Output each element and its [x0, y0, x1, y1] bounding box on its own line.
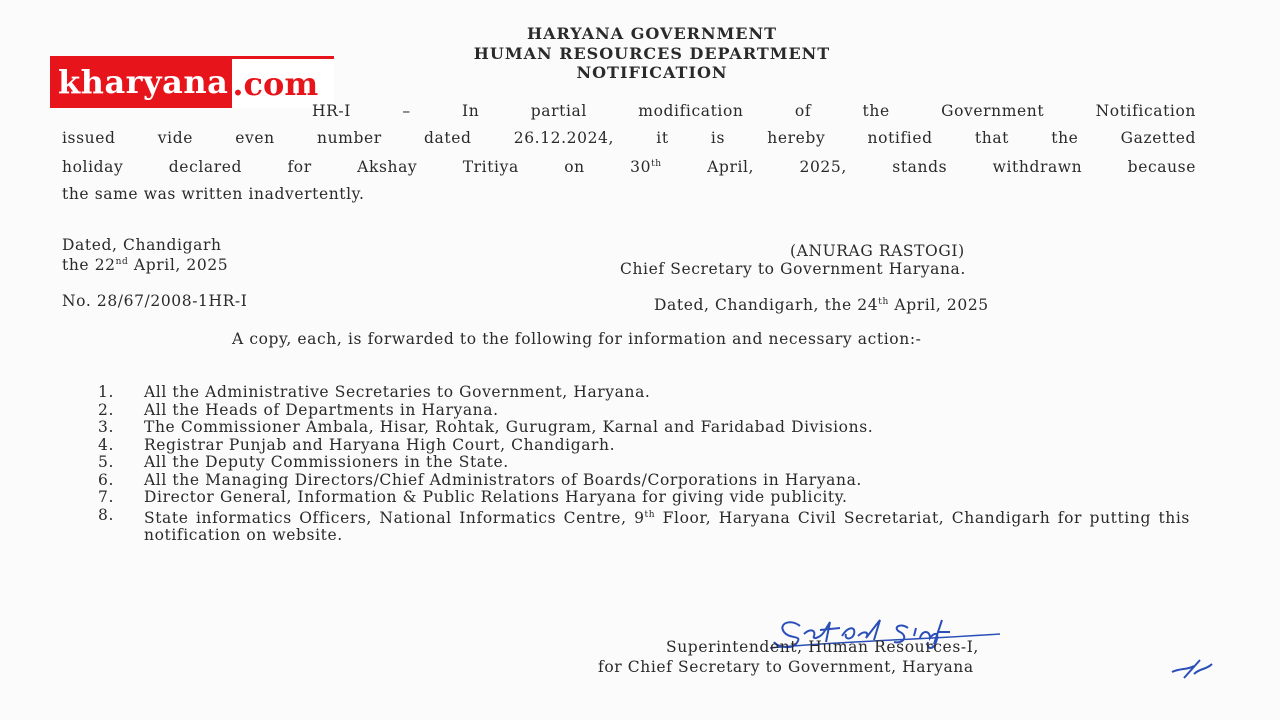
recipient-number: 5. — [98, 453, 114, 471]
header-government: HARYANA GOVERNMENT — [526, 24, 778, 43]
recipient-text: Director General, Information & Public Relations Haryana for giving vide publicity. — [144, 488, 848, 506]
header-department: HUMAN RESOURCES DEPARTMENT — [473, 44, 831, 63]
para1-line-3: holiday declared for Akshay Tritiya on 30th April, 2025, stands withdrawn because — [62, 158, 1197, 176]
recipient-text: Registrar Punjab and Haryana High Court, Chandigarh. — [144, 435, 616, 454]
logo-brand: kharyana — [50, 56, 232, 108]
recipient-item — [98, 507, 1190, 545]
recipient-number: 7. — [98, 488, 114, 506]
recipient-item — [98, 489, 1190, 507]
reference-number: No. 28/67/2008-1HR-I — [62, 292, 248, 310]
footer-for-chief-secretary: for Chief Secretary to Government, Haryana — [598, 658, 974, 676]
logo-tld: .com — [232, 56, 334, 108]
recipient-list — [98, 384, 1190, 545]
footer-designation: Superintendent, Human Resources-I, — [666, 638, 979, 656]
ink-stroke-mark — [1170, 658, 1214, 682]
recipient-text: All the Administrative Secretaries to Government, Haryana. — [144, 383, 651, 401]
para1-line-2: issued vide even number dated 26.12.2024, it is hereby notified that the Gazetted — [62, 128, 1196, 147]
para1-line-4: the same was written inadvertently. — [62, 184, 365, 203]
recipient-number: 2. — [98, 400, 114, 419]
recipient-item — [98, 419, 1190, 437]
recipient-text: All the Heads of Departments in Haryana. — [144, 400, 499, 419]
reference-dated: Dated, Chandigarh, the 24th April, 2025 — [654, 296, 989, 314]
recipient-number: 6. — [98, 470, 114, 489]
recipient-number: 1. — [98, 383, 114, 401]
recipient-number: 3. — [98, 418, 114, 436]
recipient-text: State informatics Officers, National Informatics Centre, 9th Floor, Haryana Civil Secretariat, Chandigarh for putting this notification on website. — [144, 508, 1190, 544]
recipient-text: The Commissioner Ambala, Hisar, Rohtak, Gurugram, Karnal and Faridabad Divisions. — [144, 418, 874, 436]
recipient-number: 4. — [98, 435, 114, 454]
para1-line-1: HR-I – In partial modification of the Government Notification — [312, 102, 1196, 120]
recipient-item — [98, 437, 1190, 455]
recipient-text: All the Managing Directors/Chief Administrators of Boards/Corporations in Haryana. — [144, 470, 862, 489]
dated-place: Dated, Chandigarh — [62, 236, 222, 254]
dated-date: the 22nd April, 2025 — [62, 256, 229, 274]
header-notification: NOTIFICATION — [576, 63, 728, 82]
recipient-text: All the Deputy Commissioners in the State. — [144, 453, 509, 471]
recipient-item — [98, 472, 1190, 490]
recipient-item — [98, 454, 1190, 472]
forwarding-paragraph: A copy, each, is forwarded to the following for information and necessary action:- — [232, 330, 922, 348]
signatory-name: (ANURAG RASTOGI) — [790, 242, 965, 260]
recipient-item — [98, 384, 1190, 402]
recipient-number: 8. — [98, 505, 114, 524]
signatory-title: Chief Secretary to Government Haryana. — [620, 260, 966, 278]
notification-paragraph — [62, 98, 1196, 207]
recipient-item — [98, 402, 1190, 420]
